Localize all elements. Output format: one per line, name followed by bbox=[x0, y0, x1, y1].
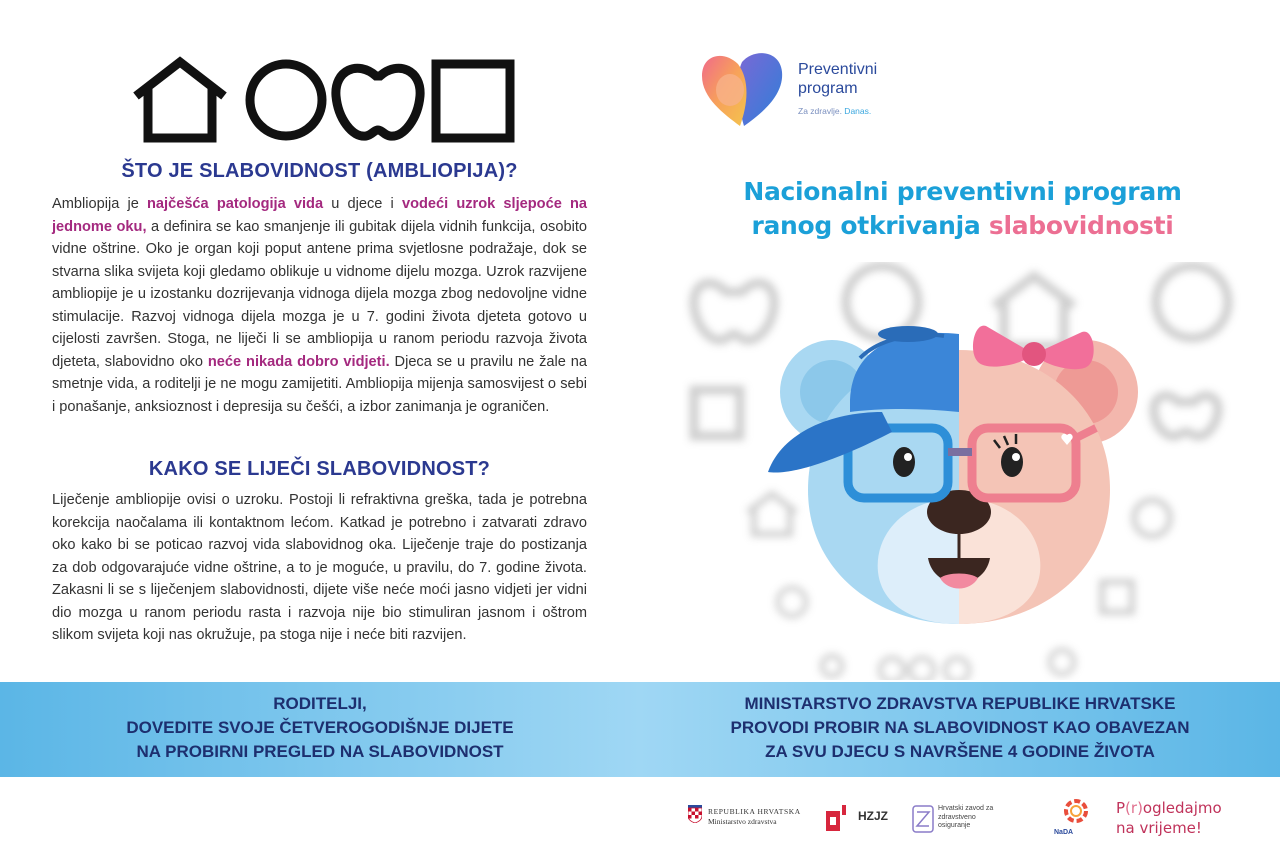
hzzo-name: Hrvatski zavod za zdravstveno osiguranje bbox=[938, 805, 994, 829]
vision-test-symbols bbox=[128, 56, 518, 144]
croatian-shield-icon bbox=[688, 805, 702, 823]
banner-right-line-2: PROVODI PROBIR NA SLABOVIDNOST KAO OBAVEZAN bbox=[730, 718, 1190, 737]
bear-illustration bbox=[682, 262, 1242, 680]
prog-line-2: na vrijeme! bbox=[1116, 819, 1202, 837]
banner-left-line-3: NA PROBIRNI PREGLED NA SLABOVIDNOST bbox=[136, 742, 504, 761]
prog-a: P bbox=[1116, 799, 1126, 817]
p1-highlight-3: neće nikada dobro vidjeti. bbox=[207, 353, 390, 370]
prog-paren: (r) bbox=[1125, 799, 1143, 817]
logo-line-2: program bbox=[798, 80, 858, 97]
circle-icon bbox=[250, 64, 322, 136]
banner-left-line-1: RODITELJI, bbox=[273, 694, 367, 713]
pogledajmo-logo bbox=[1112, 795, 1242, 845]
title-line-2b: slabovidnosti bbox=[988, 211, 1174, 240]
hzzo-logo bbox=[912, 795, 992, 845]
hzjz-mark-icon bbox=[826, 805, 852, 831]
title-line-2a: ranog otkrivanja bbox=[751, 211, 989, 240]
program-title-line-1: Nacionalni preventivni program bbox=[743, 177, 1182, 206]
logo-name bbox=[798, 60, 877, 98]
rh-line-1: REPUBLIKA HRVATSKA bbox=[708, 807, 801, 816]
section-heading-what: ŠTO JE SLABOVIDNOST (AMBLIOPIJA)? bbox=[121, 160, 518, 182]
preventivni-program-logo bbox=[698, 46, 908, 128]
hzjz-logo bbox=[826, 795, 906, 845]
house-icon bbox=[136, 62, 224, 138]
heart-logo-icon bbox=[698, 46, 788, 128]
nada-logo bbox=[1050, 795, 1110, 845]
p1-highlight-1: najčešća patologija vida bbox=[147, 196, 324, 212]
logo-tag-a: Za zdravlje. bbox=[798, 106, 842, 116]
banner-parents-message bbox=[40, 692, 600, 764]
hzjz-name: HZJZ bbox=[858, 809, 888, 823]
nada-ring-icon bbox=[1062, 797, 1090, 825]
prog-b: ogledajmo bbox=[1142, 799, 1222, 817]
paragraph-treatment: Liječenje ambliopije ovisi o uzroku. Postoji li refraktivna greška, tada je potrebna korekcija naočalama ili kontaktnom lećom. Katkad je potrebno i zatvarati zdravo oko kako bi se poticao razvoj vida slabovidnog oka. Liječenje traje do postizanja za dob odgovarajuće vidne oštrine, a to je moguće, u pravilu, do 7. godine života. Zakasni li se s liječenjem slabovidnosti, dijete više neće moći jasno vidjeti jer vidni dio mozga u ranom periodu rasta i razvoja nije bio stimuliran jasnom i oštrom slikom svijeta koji nas okružuje, pa stoga nije i neće biti razvijen. bbox=[52, 492, 587, 643]
paragraph-what bbox=[52, 193, 587, 418]
banner-ministry-message bbox=[670, 692, 1250, 764]
prog-line-1 bbox=[1116, 799, 1222, 817]
logo-tagline bbox=[798, 106, 871, 116]
square-icon bbox=[436, 64, 510, 138]
section-heading-treatment: KAKO SE LIJEČI SLABOVIDNOST? bbox=[148, 458, 491, 480]
nada-name: NaDA bbox=[1054, 829, 1074, 836]
bear bbox=[768, 326, 1138, 624]
p1-text-4: Djeca se u pravilu ne žale na smetnje vida, a roditelji je ne mogu zamijetiti. Ambliopija mijenja samosvijest o sebi i ponašanje, anksioznost i depresija su češći, a izbor zanimanja je ograničen. bbox=[52, 353, 587, 415]
logo-line-1: Preventivni bbox=[798, 61, 878, 78]
p1-text-3: a definira se kao smanjenje ili gubitak dijela vidnih funkcija, osobito vidne oštrine. Oko je organ koji poput antene prima svjetlosne podražaje, dok se stvarna slika svijeta koji gledamo oblikuje u vidnome dijelu mozga. Uzrok razvijene ambliopije je u izostanku dozrijevanja vidnoga dijela mozga zbog nedovoljne vidne stimulacije. Razvoj vidnoga dijela mozga je u 7. godini života djeteta gotovo u cijelosti završen. Stoga, ne liječi li se ambliopija u ranom periodu razvoja života djeteta, slabovidno oko bbox=[52, 218, 588, 370]
p1-text-2: u djece i bbox=[323, 196, 402, 212]
banner-left-line-2: DOVEDITE SVOJE ČETVEROGODIŠNJE DIJETE bbox=[126, 718, 514, 737]
p1-highlight-2: vodeći uzrok sljepoće na jednome oku, bbox=[52, 196, 587, 235]
p1-text-1: Ambliopija je bbox=[52, 196, 147, 212]
ministry-of-health-logo bbox=[688, 795, 818, 845]
banner-right-line-1: MINISTARSTVO ZDRAVSTVA REPUBLIKE HRVATSKE bbox=[744, 694, 1176, 713]
program-title-line-2 bbox=[690, 211, 1235, 240]
bottom-banner bbox=[0, 682, 1280, 777]
banner-right-line-3: ZA SVU DJECU S NAVRŠENE 4 GODINE ŽIVOTA bbox=[765, 742, 1155, 761]
rh-line-2: Ministarstvo zdravstva bbox=[708, 817, 777, 826]
logo-tag-b: Danas. bbox=[841, 106, 872, 116]
hzzo-mark-icon bbox=[912, 805, 934, 833]
apple-icon bbox=[336, 68, 420, 136]
